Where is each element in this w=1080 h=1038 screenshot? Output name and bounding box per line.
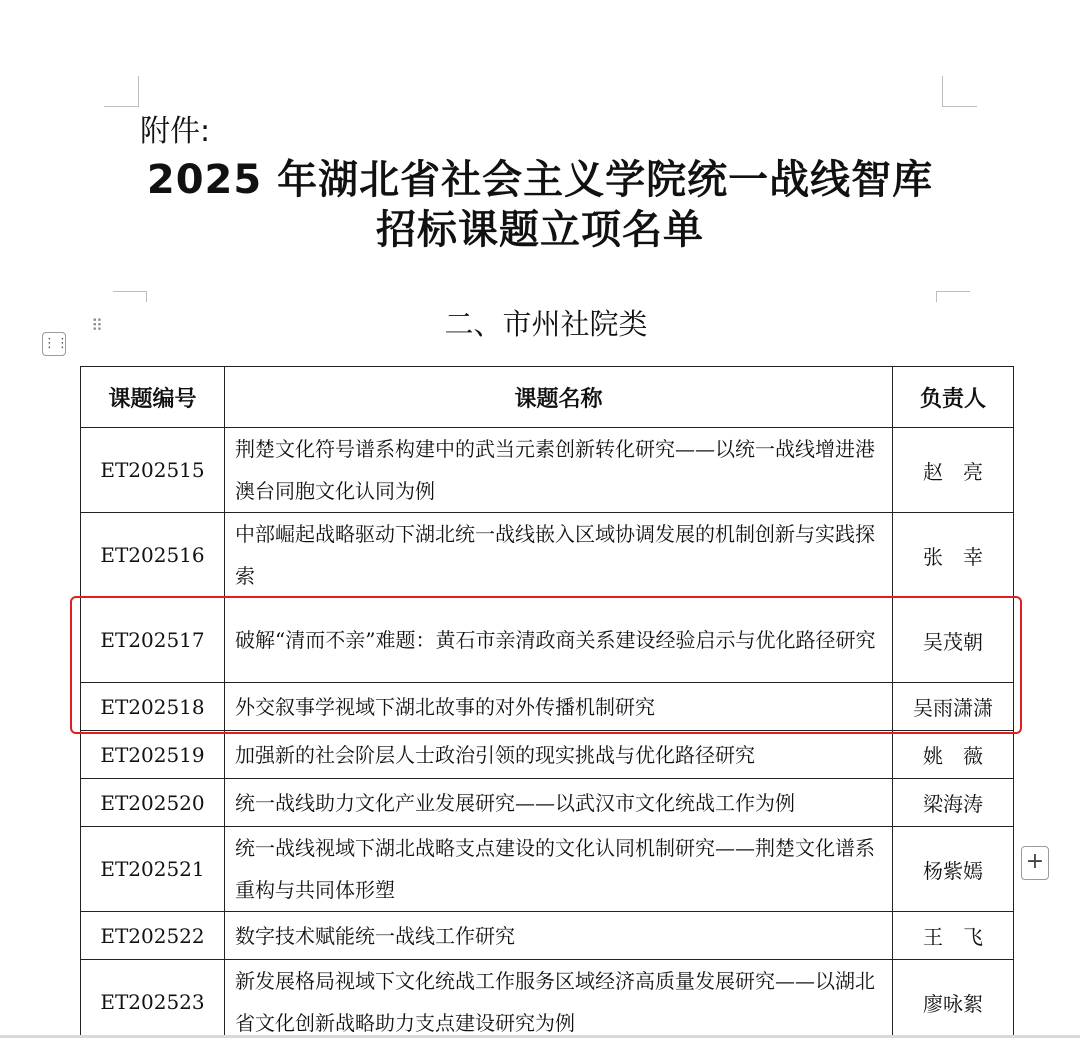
project-leader: 张 幸 <box>893 513 1014 598</box>
corner-mark-bottom-left <box>113 291 147 302</box>
project-leader: 王 飞 <box>893 912 1014 960</box>
header-code: 课题编号 <box>81 367 225 428</box>
project-name: 中部崛起战略驱动下湖北统一战线嵌入区域协调发展的机制创新与实践探索 <box>225 513 893 598</box>
corner-mark-top-left <box>104 76 139 107</box>
table-header-row <box>81 367 1014 428</box>
project-leader: 梁海涛 <box>893 779 1014 827</box>
project-table <box>80 366 1014 1038</box>
project-leader: 赵 亮 <box>893 428 1014 513</box>
header-leader: 负责人 <box>893 367 1014 428</box>
document-title-line-2: 招标课题立项名单 <box>376 207 704 253</box>
corner-mark-top-right <box>942 76 977 107</box>
header-name: 课题名称 <box>225 367 893 428</box>
table-row <box>81 731 1014 779</box>
project-code: ET202523 <box>81 960 225 1038</box>
project-name: 数字技术赋能统一战线工作研究 <box>225 912 893 960</box>
project-code: ET202521 <box>81 827 225 912</box>
project-code: ET202516 <box>81 513 225 598</box>
project-name: 荆楚文化符号谱系构建中的武当元素创新转化研究——以统一战线增进港澳台同胞文化认同为例 <box>225 428 893 513</box>
table-row <box>81 912 1014 960</box>
project-name: 破解“清而不亲”难题：黄石市亲清政商关系建设经验启示与优化路径研究 <box>225 598 893 683</box>
project-code: ET202517 <box>81 598 225 683</box>
project-name: 统一战线助力文化产业发展研究——以武汉市文化统战工作为例 <box>225 779 893 827</box>
project-name: 新发展格局视域下文化统战工作服务区域经济高质量发展研究——以湖北省文化创新战略助力支点建设研究为例 <box>225 960 893 1038</box>
section-heading: 二、市州社院类 <box>444 307 648 341</box>
project-name: 统一战线视域下湖北战略支点建设的文化认同机制研究——荆楚文化谱系重构与共同体形塑 <box>225 827 893 912</box>
project-name: 加强新的社会阶层人士政治引领的现实挑战与优化路径研究 <box>225 731 893 779</box>
project-name: 外交叙事学视域下湖北故事的对外传播机制研究 <box>225 683 893 731</box>
move-icon[interactable]: ⋮⋮ <box>42 332 66 356</box>
document-title-line-1: 2025 年湖北省社会主义学院统一战线智库 <box>146 157 934 203</box>
project-leader: 姚 薇 <box>893 731 1014 779</box>
table-row <box>81 598 1014 683</box>
table-row <box>81 513 1014 598</box>
attachment-label: 附件: <box>140 114 211 149</box>
project-code: ET202518 <box>81 683 225 731</box>
table-row <box>81 779 1014 827</box>
project-code: ET202520 <box>81 779 225 827</box>
table-row <box>81 960 1014 1038</box>
project-leader: 吴茂朝 <box>893 598 1014 683</box>
project-leader: 杨紫嫣 <box>893 827 1014 912</box>
plus-icon[interactable]: + <box>1021 846 1049 880</box>
table-row <box>81 428 1014 513</box>
table-row <box>81 827 1014 912</box>
project-code: ET202519 <box>81 731 225 779</box>
table-row <box>81 683 1014 731</box>
project-leader: 廖咏絮 <box>893 960 1014 1038</box>
project-leader: 吴雨潇潇 <box>893 683 1014 731</box>
drag-handle-icon[interactable]: ⠿ <box>91 316 103 335</box>
project-code: ET202522 <box>81 912 225 960</box>
corner-mark-bottom-right <box>936 291 970 302</box>
project-code: ET202515 <box>81 428 225 513</box>
